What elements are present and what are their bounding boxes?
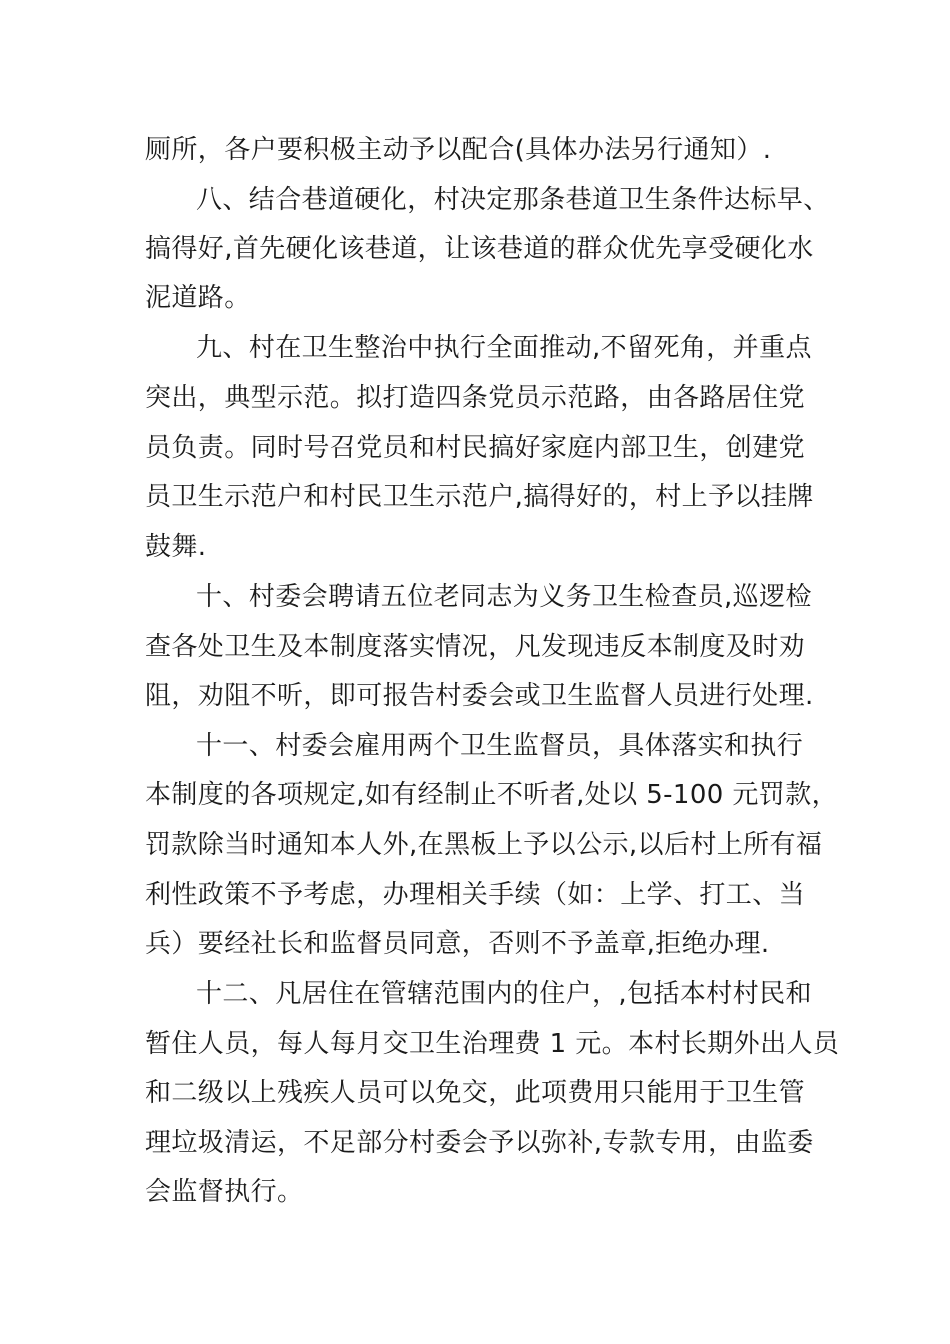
text-line: 八、结合巷道硬化，村决定那条巷道卫生条件达标早、 <box>196 185 830 215</box>
text-line: 十一、村委会雇用两个卫生监督员，具体落实和执行 <box>196 731 804 761</box>
text-line: 突出，典型示范。拟打造四条党员示范路，由各路居住党 <box>145 383 806 413</box>
text-line: 搞得好,首先硬化该巷道，让该巷道的群众优先享受硬化水 <box>145 234 814 264</box>
text-line: 员负责。同时号召党员和村民搞好家庭内部卫生，创建党 <box>145 433 806 463</box>
text-line: 厕所，各户要积极主动予以配合(具体办法另行通知）. <box>145 135 772 165</box>
text-line: 会监督执行。 <box>145 1177 304 1207</box>
text-line: 兵）要经社长和监督员同意，否则不予盖章,拒绝办理. <box>145 929 770 959</box>
text-line: 阻，劝阻不听，即可报告村委会或卫生监督人员进行处理. <box>145 681 814 711</box>
text-line: 理垃圾清运，不足部分村委会予以弥补,专款专用，由监委 <box>145 1128 814 1158</box>
text-line: 本制度的各项规定,如有经制止不听者,处以 5-100 元罚款， <box>145 780 839 810</box>
text-line: 查各处卫生及本制度落实情况，凡发现违反本制度及时劝 <box>145 632 806 662</box>
text-line: 鼓舞. <box>145 532 207 562</box>
text-line: 利性政策不予考虑，办理相关手续（如：上学、打工、当 <box>145 880 806 910</box>
text-line: 罚款除当时通知本人外,在黑板上予以公示,以后村上所有福 <box>145 830 823 860</box>
text-line: 和二级以上残疾人员可以免交，此项费用只能用于卫生管 <box>145 1078 806 1108</box>
text-line: 十二、凡居住在管辖范围内的住户，,包括本村村民和 <box>196 979 812 1009</box>
text-line: 十、村委会聘请五位老同志为义务卫生检查员,巡逻检 <box>196 582 812 612</box>
text-line: 泥道路。 <box>145 283 251 313</box>
text-line: 九、村在卫生整治中执行全面推动,不留死角，并重点 <box>196 333 812 363</box>
text-line: 员卫生示范户和村民卫生示范户,搞得好的，村上予以挂牌 <box>145 482 814 512</box>
text-line: 暂住人员，每人每月交卫生治理费 1 元。本村长期外出人员 <box>145 1029 840 1059</box>
